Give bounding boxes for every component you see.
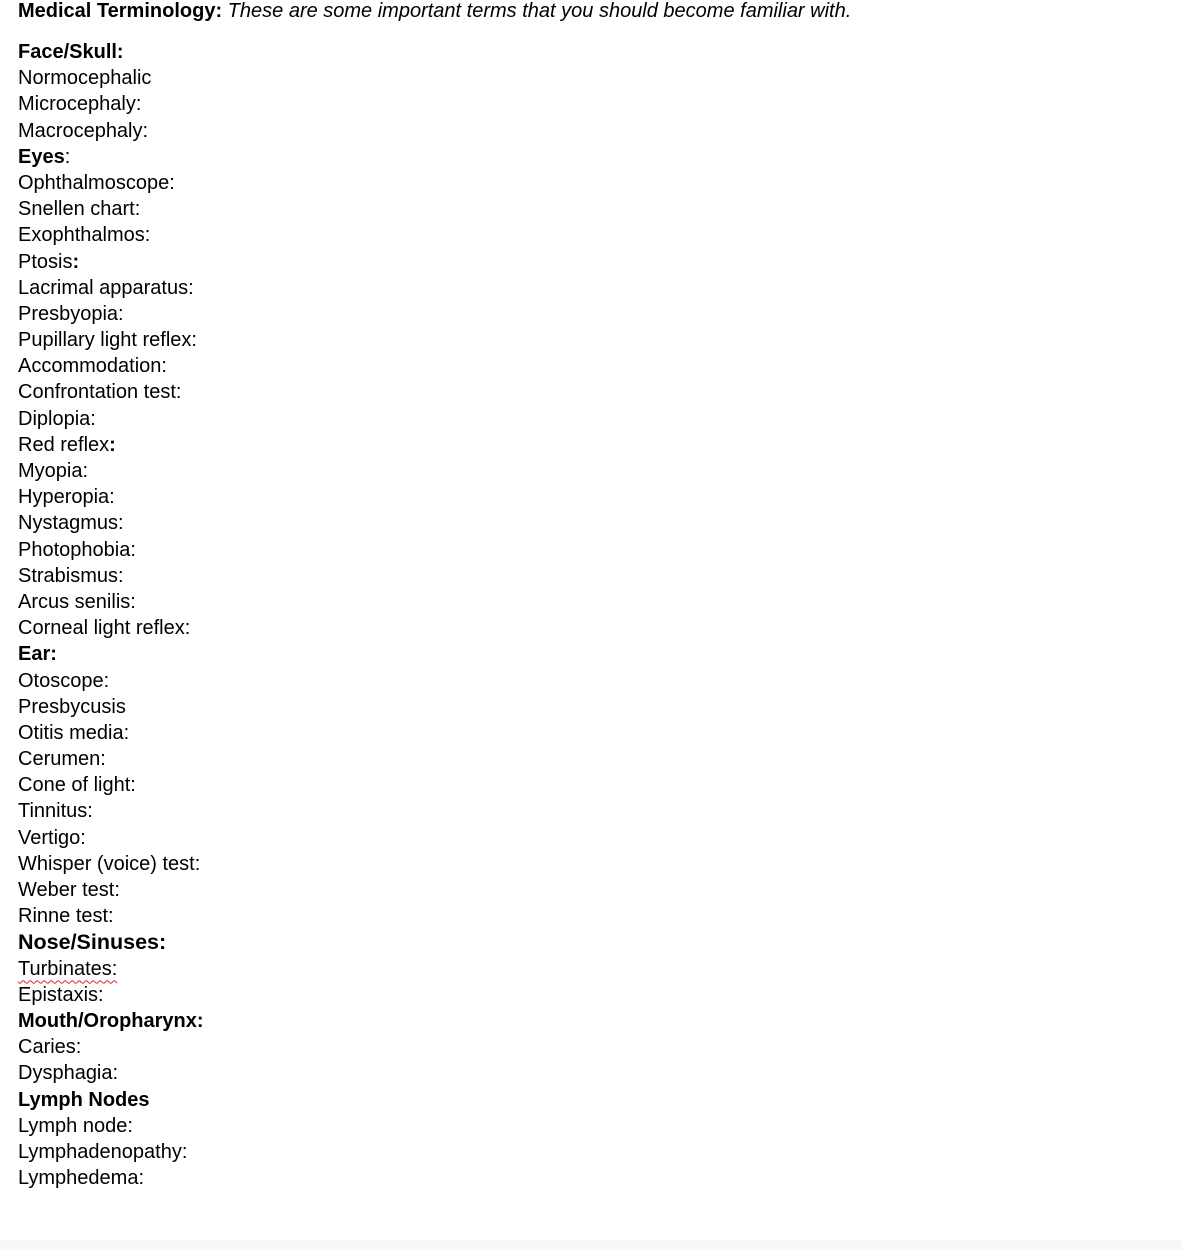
term-hyperopia: Hyperopia: xyxy=(18,486,115,509)
section-heading-nose-sinuses: Nose/Sinuses: xyxy=(18,930,167,955)
term-macrocephaly: Macrocephaly: xyxy=(18,119,149,142)
term-strabismus: Strabismus: xyxy=(18,564,124,587)
term-normocephalic: Normocephalic xyxy=(18,67,152,90)
term-arcus-senilis: Arcus senilis: xyxy=(18,590,136,613)
terminology-list xyxy=(18,39,1168,1191)
term-cone-of-light: Cone of light: xyxy=(18,774,136,797)
term-nystagmus: Nystagmus: xyxy=(18,512,124,535)
title-intro: These are some important terms that you should become familiar with. xyxy=(227,0,852,22)
title-lead: Medical Terminology: xyxy=(18,0,223,22)
term-cerumen: Cerumen: xyxy=(18,748,106,771)
term-otoscope: Otoscope: xyxy=(18,669,110,692)
ptosis-word: Ptosis xyxy=(18,250,73,273)
term-caries: Caries: xyxy=(18,1036,82,1059)
term-confrontation-test: Confrontation test: xyxy=(18,381,182,404)
ptosis-colon: : xyxy=(72,250,80,273)
section-heading-face-skull: Face/Skull: xyxy=(18,41,124,63)
term-otitis-media: Otitis media: xyxy=(18,721,130,744)
term-dysphagia: Dysphagia: xyxy=(18,1062,119,1085)
term-lymphadenopathy: Lymphadenopathy: xyxy=(18,1140,188,1163)
term-diplopia: Diplopia: xyxy=(18,407,96,430)
red-reflex-word: Red reflex xyxy=(18,433,110,456)
document-page xyxy=(18,0,1168,1191)
term-snellen-chart: Snellen chart: xyxy=(18,198,141,221)
section-heading-mouth-oropharynx: Mouth/Oropharynx: xyxy=(18,1009,204,1032)
term-lymph-node: Lymph node: xyxy=(18,1114,133,1137)
section-heading-ear: Ear: xyxy=(18,643,57,666)
term-weber-test: Weber test: xyxy=(18,879,120,901)
term-presbycusis: Presbycusis xyxy=(18,695,126,718)
term-pupillary-light-reflex: Pupillary light reflex: xyxy=(18,329,197,352)
eyes-heading-text: Eyes xyxy=(18,145,65,168)
section-heading-lymph-nodes: Lymph Nodes xyxy=(18,1088,150,1111)
term-turbinates xyxy=(18,956,1168,982)
term-presbyopia: Presbyopia: xyxy=(18,302,124,325)
term-accommodation: Accommodation: xyxy=(18,355,167,378)
document-title xyxy=(18,0,1168,22)
term-lacrimal-apparatus: Lacrimal apparatus: xyxy=(18,276,194,299)
term-lymphedema: Lymphedema: xyxy=(18,1167,144,1190)
term-tinnitus: Tinnitus: xyxy=(18,800,93,823)
term-corneal-light-reflex: Corneal light reflex: xyxy=(18,617,191,640)
term-ophthalmoscope: Ophthalmoscope: xyxy=(18,171,175,194)
term-photophobia: Photophobia: xyxy=(18,538,136,561)
eyes-heading-colon: : xyxy=(64,145,71,168)
term-ptosis xyxy=(18,249,1168,275)
term-myopia: Myopia: xyxy=(18,460,89,482)
page-bottom-edge xyxy=(0,1240,1182,1250)
term-microcephaly: Microcephaly: xyxy=(18,93,142,116)
term-red-reflex xyxy=(18,432,1168,458)
term-rinne-test: Rinne test: xyxy=(18,905,114,928)
term-whisper-test: Whisper (voice) test: xyxy=(18,852,201,875)
spellcheck-flagged-word[interactable]: Turbinates: xyxy=(18,957,118,980)
term-epistaxis: Epistaxis: xyxy=(18,983,104,1006)
red-reflex-colon: : xyxy=(109,433,116,456)
term-exophthalmos: Exophthalmos: xyxy=(18,224,151,247)
term-vertigo: Vertigo: xyxy=(18,826,86,849)
section-heading-eyes xyxy=(18,144,1168,170)
